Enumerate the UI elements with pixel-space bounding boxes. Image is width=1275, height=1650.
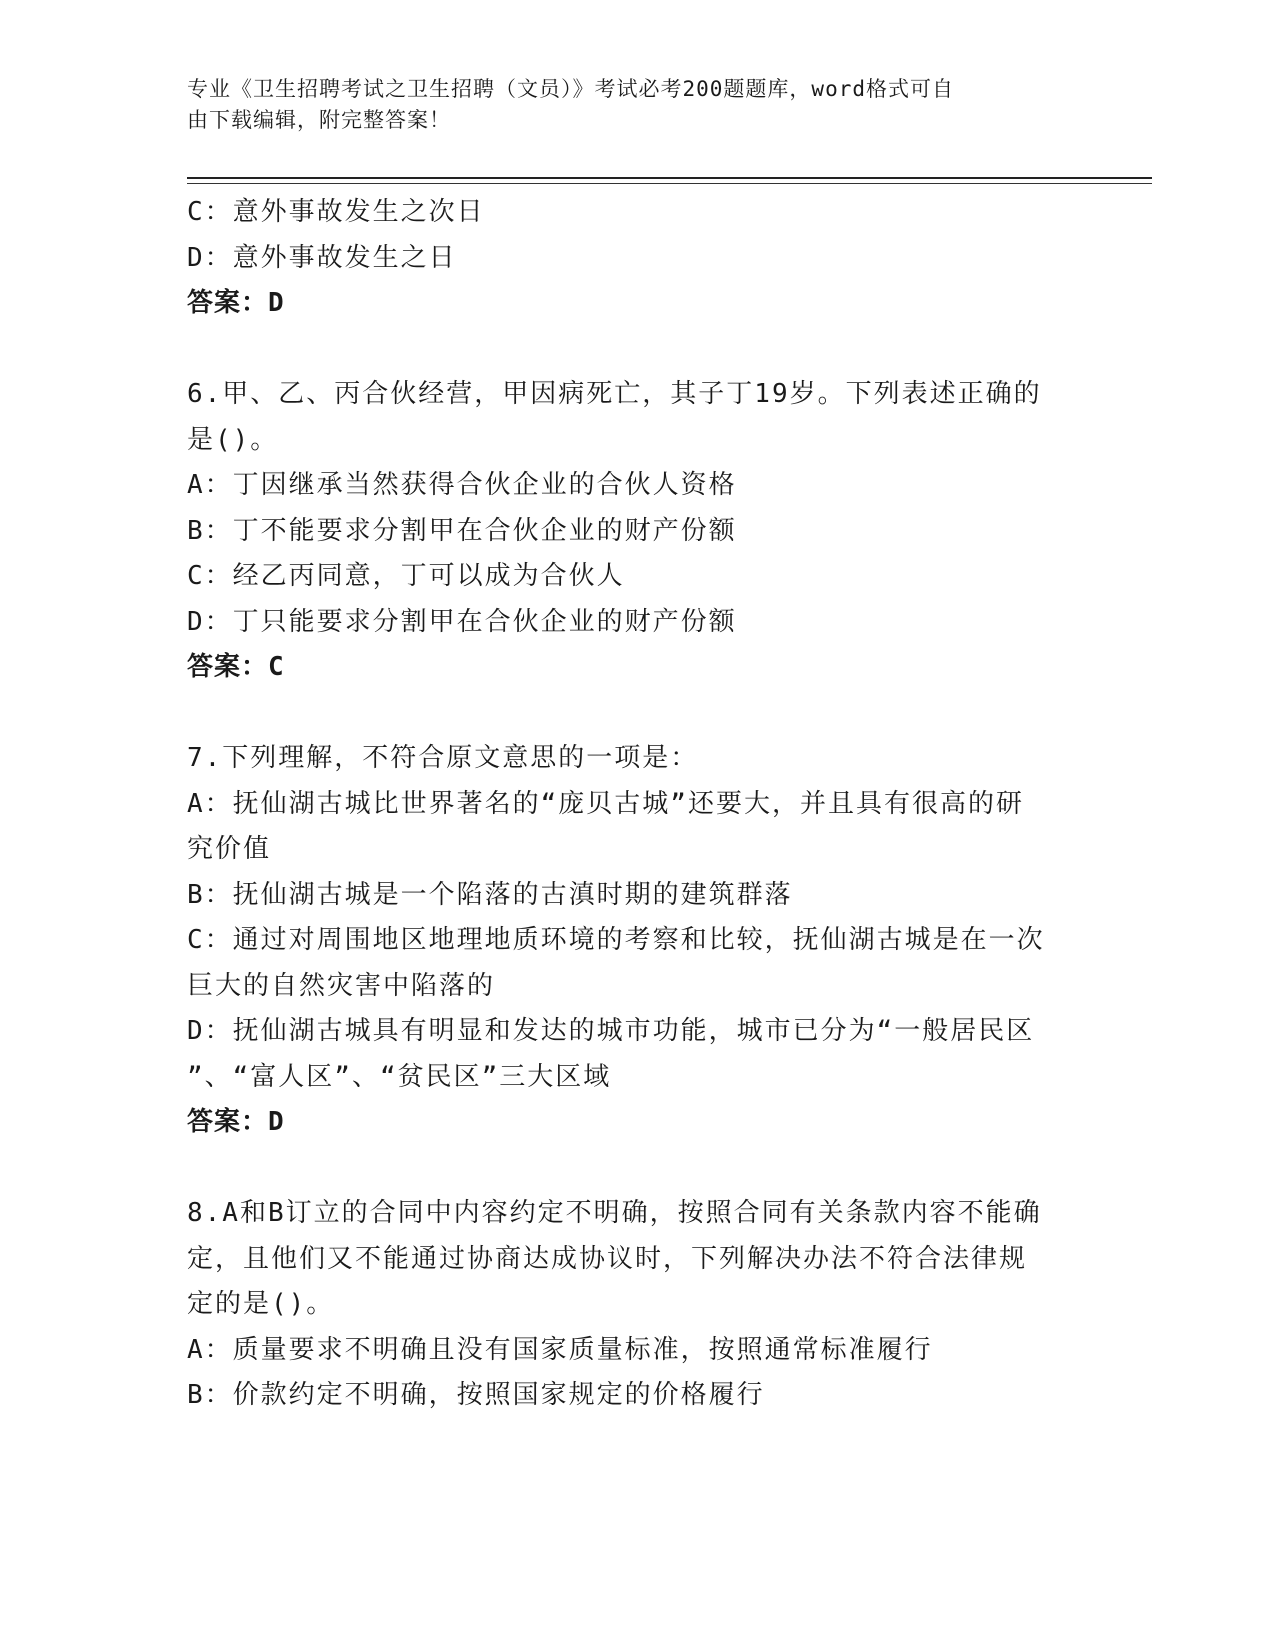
question-6 [187, 372, 1087, 691]
answer: 答案：D [187, 1107, 285, 1137]
header-line-2: 由下载编辑，附完整答案！ [187, 108, 451, 132]
answer: 答案：D [187, 288, 285, 318]
option-d: D：丁只能要求分割甲在合伙企业的财产份额 [187, 606, 737, 637]
option-c-cont: 巨大的自然灾害中陷落的 [187, 970, 496, 1001]
question-8 [187, 1191, 1087, 1419]
question-stem-cont: 是()。 [187, 424, 279, 455]
option-d: D：意外事故发生之日 [187, 242, 457, 273]
question-7 [187, 736, 1087, 1146]
option-a: A：质量要求不明确且没有国家质量标准，按照通常标准履行 [187, 1334, 933, 1365]
question-stem-cont: 定，且他们又不能通过协商达成协议时，下列解决办法不符合法律规 [187, 1243, 1028, 1274]
question-stem: 8.A和B订立的合同中内容约定不明确，按照合同有关条款内容不能确 [187, 1198, 1042, 1228]
header-rule-thick [187, 177, 1152, 179]
option-c: C：经乙丙同意，丁可以成为合伙人 [187, 561, 625, 591]
header-rule-thin [187, 183, 1152, 184]
option-a-cont: 究价值 [187, 834, 272, 864]
option-a: A：抚仙湖古城比世界著名的“庞贝古城”还要大，并且具有很高的研 [187, 788, 1024, 819]
option-c: C：意外事故发生之次日 [187, 197, 485, 227]
option-b: B：抚仙湖古城是一个陷落的古滇时期的建筑群落 [187, 879, 793, 910]
document-header [187, 74, 1087, 136]
question-stem: 6.甲、乙、丙合伙经营，甲因病死亡，其子丁19岁。下列表述正确的 [187, 379, 1042, 409]
question-stem-cont: 定的是()。 [187, 1289, 335, 1319]
answer: 答案：C [187, 652, 285, 682]
option-c: C：通过对周围地区地理地质环境的考察和比较，抚仙湖古城是在一次 [187, 925, 1045, 955]
header-line-1: 专业《卫生招聘考试之卫生招聘（文员）》考试必考200题题库，word格式可自 [187, 77, 954, 101]
option-b: B：价款约定不明确，按照国家规定的价格履行 [187, 1380, 765, 1410]
option-d-cont: ”、“富人区”、“贫民区”三大区域 [187, 1061, 612, 1092]
question-5 [187, 190, 1087, 327]
option-a: A：丁因继承当然获得合伙企业的合伙人资格 [187, 470, 737, 500]
question-stem: 7.下列理解，不符合原文意思的一项是： [187, 743, 699, 773]
document-body [187, 190, 1087, 1419]
option-d: D：抚仙湖古城具有明显和发达的城市功能，城市已分为“一般居民区 [187, 1016, 1035, 1046]
spacer [187, 691, 1087, 737]
spacer [187, 1146, 1087, 1192]
spacer [187, 327, 1087, 373]
option-b: B：丁不能要求分割甲在合伙企业的财产份额 [187, 515, 737, 546]
